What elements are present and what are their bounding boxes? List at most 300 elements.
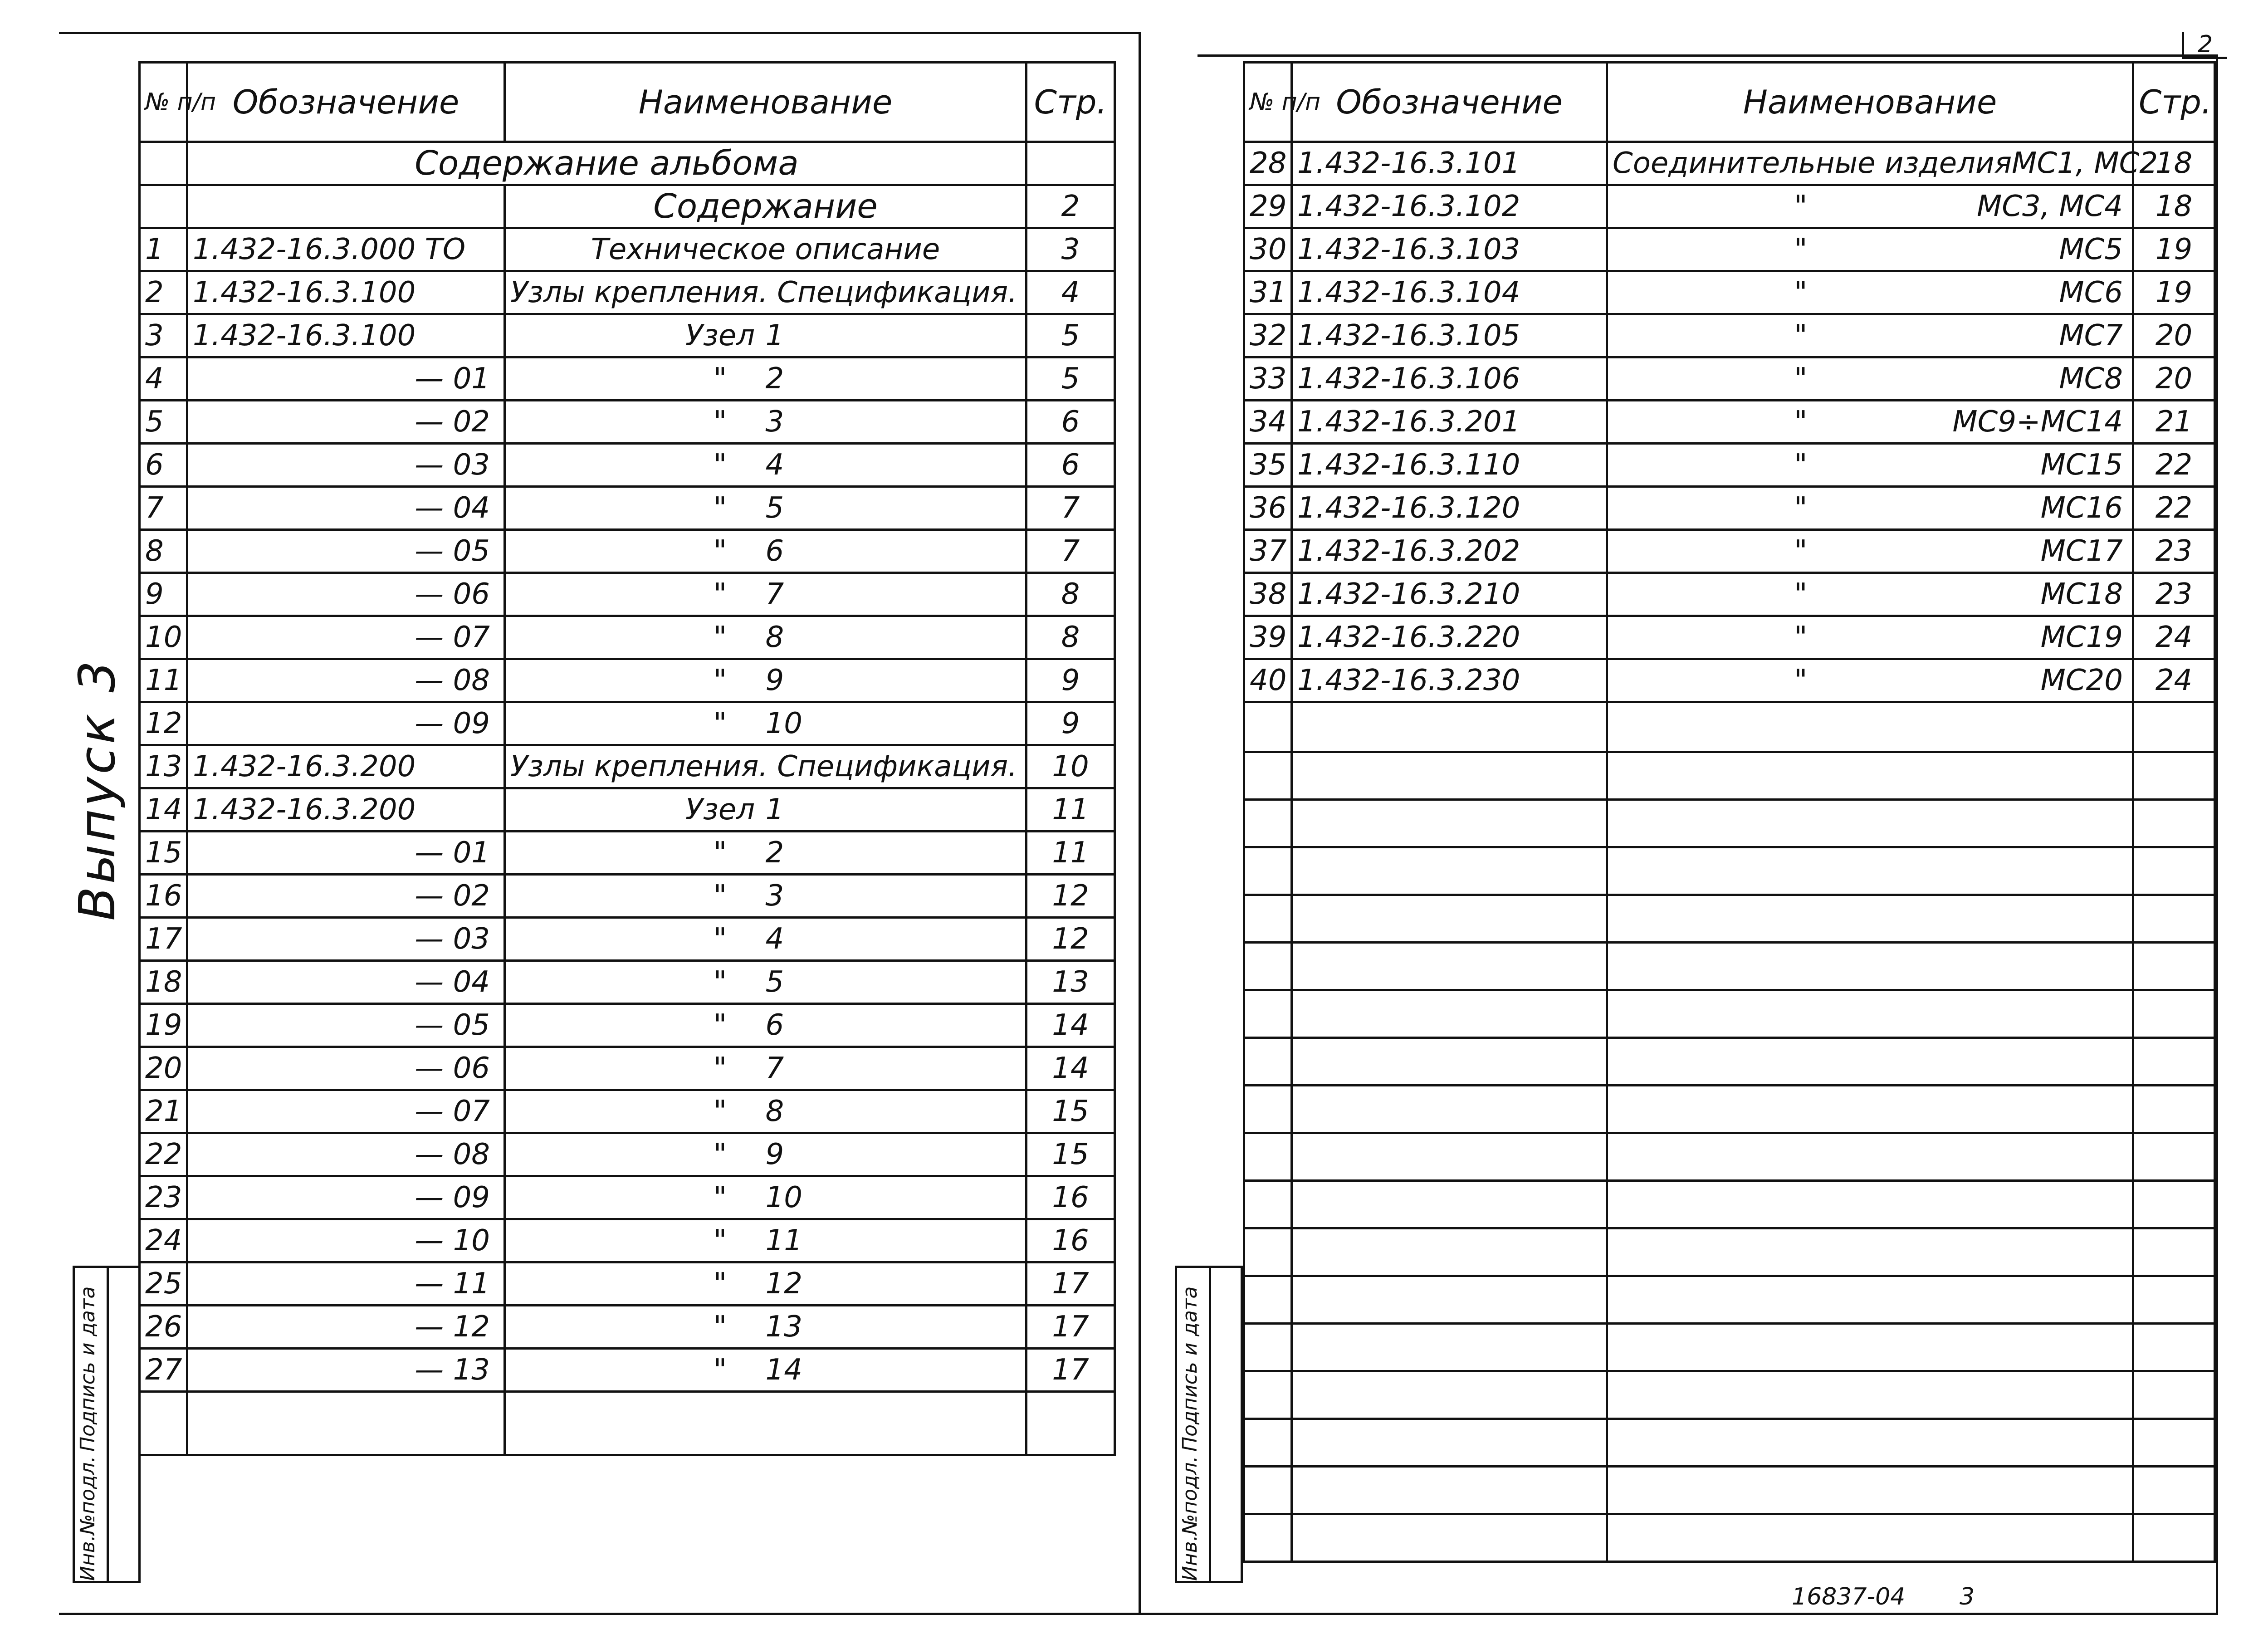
table-row <box>1244 228 2215 271</box>
table-row <box>1244 616 2215 659</box>
table-row <box>1244 185 2215 228</box>
row-page: 17 <box>1026 1349 1115 1392</box>
row-name <box>505 961 1026 1004</box>
row-mark: МС20 <box>2040 664 2123 697</box>
table-row <box>1244 401 2215 444</box>
row-unit-number: 7 <box>765 1052 784 1085</box>
sheet-divider <box>1139 32 1141 1615</box>
empty-cell <box>2133 1514 2215 1562</box>
empty-cell <box>1607 1276 2133 1324</box>
row-unit-number: 6 <box>765 1008 784 1042</box>
row-name-text: " <box>1794 534 1808 568</box>
header-page: Стр. <box>1026 63 1115 142</box>
empty-cell <box>2133 1276 2215 1324</box>
row-unit-number: 2 <box>765 362 784 396</box>
row-unit-number: 5 <box>765 965 784 999</box>
row-number: 31 <box>1244 271 1292 314</box>
table-row <box>140 702 1115 745</box>
row-number: 34 <box>1244 401 1292 444</box>
empty-cell <box>1607 943 2133 990</box>
header-name: Наименование <box>1607 63 2133 142</box>
table-row <box>140 314 1115 357</box>
empty-cell <box>1292 1371 1607 1419</box>
row-name-wrap <box>1613 577 2127 611</box>
empty-cell <box>1607 702 2133 752</box>
empty-cell <box>505 1392 1026 1455</box>
row-code: — 07 <box>187 1090 505 1133</box>
left-stamp-sign: Подпись и дата <box>76 1286 99 1452</box>
empty-cell <box>1292 752 1607 800</box>
table-row <box>1244 142 2215 185</box>
row-mark: МС9÷МС14 <box>1952 405 2123 439</box>
row-name-text: " <box>713 621 727 654</box>
row-page: 17 <box>1026 1306 1115 1349</box>
row-name-text: " <box>1794 319 1808 352</box>
row-page: 22 <box>2133 444 2215 487</box>
row-mark: МС17 <box>2040 534 2123 568</box>
empty-cell <box>2133 1371 2215 1419</box>
row-name-wrap <box>1613 362 2127 396</box>
row-number: 1 <box>140 228 187 271</box>
row-code: — 12 <box>187 1306 505 1349</box>
row-number: 35 <box>1244 444 1292 487</box>
row-page: 23 <box>2133 530 2215 573</box>
row-name-text: " <box>713 1008 727 1042</box>
row-number: 17 <box>140 918 187 961</box>
row-name <box>1607 357 2133 401</box>
table-row <box>140 832 1115 875</box>
row-number: 7 <box>140 487 187 530</box>
row-name-text: " <box>713 362 727 396</box>
row-number: 28 <box>1244 142 1292 185</box>
empty-cell <box>1607 1419 2133 1467</box>
table-row <box>140 1306 1115 1349</box>
row-page: 24 <box>2133 659 2215 702</box>
empty-cell <box>1244 895 1292 943</box>
table-row <box>140 271 1115 314</box>
row-number: 26 <box>140 1306 187 1349</box>
row-code: — 08 <box>187 659 505 702</box>
row-number: 40 <box>1244 659 1292 702</box>
row-page: 9 <box>1026 659 1115 702</box>
row-unit-number: 7 <box>765 577 784 611</box>
row-page: 19 <box>2133 228 2215 271</box>
row-name <box>505 875 1026 918</box>
row-unit-number: 10 <box>765 1181 802 1214</box>
row-name-text: " <box>713 534 727 568</box>
empty-cell <box>1244 847 1292 895</box>
empty-cell <box>1607 752 2133 800</box>
row-number: 11 <box>140 659 187 702</box>
header-num: № п/п <box>1244 63 1292 142</box>
top-border-right <box>1198 54 2218 57</box>
empty-cell <box>2133 800 2215 847</box>
row-number: 27 <box>140 1349 187 1392</box>
row-number: 2 <box>140 271 187 314</box>
row-page: 17 <box>1026 1262 1115 1306</box>
empty-cell <box>1292 1324 1607 1371</box>
row-page: 5 <box>1026 357 1115 401</box>
empty-cell <box>1244 1038 1292 1086</box>
empty-cell <box>1244 752 1292 800</box>
row-mark: МС5 <box>2059 233 2123 266</box>
empty-cell <box>1292 1276 1607 1324</box>
row-name <box>1607 659 2133 702</box>
row-unit-number: 13 <box>765 1310 802 1344</box>
empty-cell <box>1607 1467 2133 1514</box>
table-row <box>140 530 1115 573</box>
empty-cell <box>2133 1086 2215 1133</box>
table-row <box>140 1262 1115 1306</box>
empty-row <box>1244 702 2215 752</box>
row-name-text: " <box>713 664 727 697</box>
row-page: 11 <box>1026 788 1115 832</box>
row-page: 14 <box>1026 1004 1115 1047</box>
row-name <box>505 1262 1026 1306</box>
row-name-text: " <box>1794 448 1808 482</box>
empty-cell <box>1244 800 1292 847</box>
row-name-wrap <box>1613 235 2127 264</box>
empty-cell <box>1292 1133 1607 1181</box>
empty-cell <box>1292 1228 1607 1276</box>
row-name <box>1607 314 2133 357</box>
table-row <box>140 1004 1115 1047</box>
row-number: 6 <box>140 444 187 487</box>
row-code: — 08 <box>187 1133 505 1176</box>
row-number: 30 <box>1244 228 1292 271</box>
row-mark: МС18 <box>2040 577 2123 611</box>
table-row <box>140 401 1115 444</box>
row-unit-number: 10 <box>765 707 802 740</box>
row-unit-number: 4 <box>765 448 784 482</box>
row-name <box>505 1047 1026 1090</box>
empty-row <box>1244 847 2215 895</box>
row-code: 1.432-16.3.105 <box>1292 314 1607 357</box>
row-name-text: " <box>713 448 727 482</box>
empty-cell <box>1292 1514 1607 1562</box>
empty-cell <box>1607 990 2133 1038</box>
top-border-left <box>59 32 1139 34</box>
row-unit-number: 4 <box>765 922 784 956</box>
row-code: 1.432-16.3.210 <box>1292 573 1607 616</box>
row-number: 33 <box>1244 357 1292 401</box>
row-name <box>505 788 1026 832</box>
empty-cell <box>2133 895 2215 943</box>
row-number: 21 <box>140 1090 187 1133</box>
empty-cell <box>2133 1419 2215 1467</box>
table-row <box>140 659 1115 702</box>
empty-cell <box>1244 1133 1292 1181</box>
header-code: Обозначение <box>1292 63 1607 142</box>
row-code: 1.432-16.3.106 <box>1292 357 1607 401</box>
table-row <box>140 1090 1115 1133</box>
empty-row <box>1244 1324 2215 1371</box>
table-row <box>140 961 1115 1004</box>
empty-cell <box>1607 1228 2133 1276</box>
table-row <box>140 444 1115 487</box>
empty-cell <box>1292 990 1607 1038</box>
row-name-text: Узел <box>685 319 755 352</box>
row-code: — 13 <box>187 1349 505 1392</box>
empty-row <box>1244 1181 2215 1228</box>
row-page: 6 <box>1026 444 1115 487</box>
row-page: 24 <box>2133 616 2215 659</box>
row-page: 22 <box>2133 487 2215 530</box>
row-code: 1.432-16.3.101 <box>1292 142 1607 185</box>
empty-row <box>1244 943 2215 990</box>
empty-cell <box>2133 752 2215 800</box>
row-page: 19 <box>2133 271 2215 314</box>
table-row <box>1244 271 2215 314</box>
row-number: 16 <box>140 875 187 918</box>
row-name-text: " <box>713 836 727 870</box>
row-code: — 03 <box>187 444 505 487</box>
table-row <box>140 573 1115 616</box>
empty-cell <box>1292 800 1607 847</box>
row-number: 19 <box>140 1004 187 1047</box>
table-row <box>140 1219 1115 1262</box>
left-header-row <box>140 63 1115 142</box>
row-unit-number: 11 <box>765 1224 802 1257</box>
row-page: 6 <box>1026 401 1115 444</box>
row-code: — 03 <box>187 918 505 961</box>
row-page: 21 <box>2133 401 2215 444</box>
row-name-text: " <box>713 879 727 913</box>
row-number: 20 <box>140 1047 187 1090</box>
row-code: 1.432-16.3.201 <box>1292 401 1607 444</box>
row-name-text: " <box>713 577 727 611</box>
table-row <box>1244 444 2215 487</box>
row-code: 1.432-16.3.230 <box>1292 659 1607 702</box>
row-number: 5 <box>140 401 187 444</box>
right-frame-line <box>2216 54 2218 1615</box>
row-code: — 02 <box>187 401 505 444</box>
empty-cell <box>1607 1038 2133 1086</box>
row-number: 36 <box>1244 487 1292 530</box>
row-mark: МС19 <box>2040 621 2123 654</box>
row-unit-number: 9 <box>765 664 784 697</box>
row-name-text: " <box>713 965 727 999</box>
row-name-wrap <box>1613 192 2127 221</box>
empty-row <box>1244 1467 2215 1514</box>
empty-cell <box>1607 1371 2133 1419</box>
table-row <box>140 745 1115 788</box>
row-name-text: " <box>1794 621 1808 654</box>
row-name-text: " <box>713 1310 727 1344</box>
header-name: Наименование <box>505 63 1026 142</box>
empty-row <box>1244 1371 2215 1419</box>
empty-cell <box>1292 1086 1607 1133</box>
row-name-text: " <box>1794 405 1808 439</box>
table-row <box>1244 530 2215 573</box>
row-name-text: " <box>713 707 727 740</box>
row-name <box>505 832 1026 875</box>
empty-row <box>1244 1038 2215 1086</box>
row-name <box>1607 271 2133 314</box>
empty-cell <box>1292 702 1607 752</box>
row-page: 8 <box>1026 616 1115 659</box>
album-title: Содержание альбома <box>187 142 1026 185</box>
row-code: 1.432-16.3.120 <box>1292 487 1607 530</box>
row-number: 22 <box>140 1133 187 1176</box>
row-name-text: " <box>713 405 727 439</box>
row-name-text: " <box>1794 577 1808 611</box>
row-number: 3 <box>140 314 187 357</box>
row-number: 25 <box>140 1262 187 1306</box>
row-page: 12 <box>1026 875 1115 918</box>
row-code: — 06 <box>187 1047 505 1090</box>
row-number: 13 <box>140 745 187 788</box>
sheet-number-box <box>2182 32 2227 59</box>
row-name-wrap <box>1613 623 2127 652</box>
row-name <box>1607 142 2158 185</box>
row-name <box>1607 401 2133 444</box>
empty-cell <box>1244 943 1292 990</box>
left-stamp-divider <box>107 1266 109 1583</box>
row-page: 18 <box>2133 142 2215 185</box>
empty-cell <box>1292 847 1607 895</box>
empty-row <box>1244 752 2215 800</box>
row-page: 18 <box>2133 185 2215 228</box>
row-unit-number: 3 <box>765 405 784 439</box>
row-page: 7 <box>1026 487 1115 530</box>
row-number: 12 <box>140 702 187 745</box>
row-name-text: " <box>1794 664 1808 697</box>
empty-cell <box>2133 990 2215 1038</box>
table-row <box>140 228 1115 271</box>
contents-label: Содержание <box>505 185 1026 228</box>
row-name-text: " <box>713 1267 727 1301</box>
left-contents-table <box>138 61 1116 1456</box>
row-name-text: " <box>713 1181 727 1214</box>
contents-row <box>140 185 1115 228</box>
row-name <box>505 1133 1026 1176</box>
table-row <box>140 1047 1115 1090</box>
row-page: 15 <box>1026 1133 1115 1176</box>
row-mark: МС7 <box>2059 319 2123 352</box>
empty-cell <box>1244 1371 1292 1419</box>
row-name-wrap <box>1613 278 2127 307</box>
row-code: 1.432-16.3.202 <box>1292 530 1607 573</box>
empty-row <box>1244 1419 2215 1467</box>
row-unit-number: 1 <box>765 793 784 827</box>
empty-cell <box>1244 1514 1292 1562</box>
row-name-text: " <box>713 1052 727 1085</box>
table-row <box>140 875 1115 918</box>
row-code: 1.432-16.3.100 <box>187 271 505 314</box>
row-name <box>505 1176 1026 1219</box>
row-name-text: " <box>713 1095 727 1128</box>
empty-cell <box>2133 1228 2215 1276</box>
header-num: № п/п <box>140 63 187 142</box>
row-name: Техническое описание <box>505 228 1026 271</box>
left-stamp-inv: Инв.№подл. <box>76 1456 99 1581</box>
row-code: 1.432-16.3.220 <box>1292 616 1607 659</box>
row-code: — 04 <box>187 961 505 1004</box>
right-stamp-inv: Инв.№подл. <box>1178 1456 1202 1581</box>
empty-row <box>1244 1514 2215 1562</box>
right-header-row <box>1244 63 2215 142</box>
empty-cell <box>1607 1133 2133 1181</box>
table-row <box>140 357 1115 401</box>
row-name: Узлы крепления. Спецификация. <box>505 745 1026 788</box>
row-code: — 01 <box>187 357 505 401</box>
empty-cell <box>1244 1181 1292 1228</box>
row-code: — 07 <box>187 616 505 659</box>
header-page: Стр. <box>2133 63 2215 142</box>
empty-cell <box>1244 1324 1292 1371</box>
row-name <box>505 1306 1026 1349</box>
empty-row <box>1244 1086 2215 1133</box>
empty-cell <box>2133 1038 2215 1086</box>
table-row <box>1244 659 2215 702</box>
row-name <box>505 1349 1026 1392</box>
row-name-text: Узел <box>685 793 755 827</box>
row-code: — 06 <box>187 573 505 616</box>
row-mark: МС1, МС2 <box>2012 147 2158 180</box>
row-name-wrap <box>1613 666 2127 695</box>
empty-cell <box>1244 1419 1292 1467</box>
row-number: 29 <box>1244 185 1292 228</box>
empty-cell <box>1607 1181 2133 1228</box>
row-code: 1.432-16.3.200 <box>187 788 505 832</box>
row-number: 23 <box>140 1176 187 1219</box>
row-page: 20 <box>2133 357 2215 401</box>
row-code: 1.432-16.3.104 <box>1292 271 1607 314</box>
row-name-text: " <box>713 1224 727 1257</box>
right-stamp-divider <box>1209 1266 1211 1583</box>
empty-row <box>1244 1276 2215 1324</box>
row-unit-number: 2 <box>765 836 784 870</box>
row-number: 4 <box>140 357 187 401</box>
table-row <box>140 487 1115 530</box>
row-unit-number: 9 <box>765 1138 784 1171</box>
row-name <box>505 401 1026 444</box>
empty-cell <box>187 1392 505 1455</box>
empty-cell <box>1607 847 2133 895</box>
empty-cell <box>140 1392 187 1455</box>
row-name-text: " <box>713 491 727 525</box>
table-row <box>140 1349 1115 1392</box>
empty-row <box>1244 1133 2215 1181</box>
row-page: 10 <box>1026 745 1115 788</box>
row-unit-number: 14 <box>765 1353 802 1387</box>
row-page: 16 <box>1026 1176 1115 1219</box>
row-unit-number: 5 <box>765 491 784 525</box>
row-name-wrap <box>1613 534 2127 568</box>
row-name-wrap <box>1613 448 2127 482</box>
row-mark: МС3, МС4 <box>1977 190 2123 223</box>
table-row <box>140 1176 1115 1219</box>
row-name <box>505 659 1026 702</box>
album-title-row <box>140 142 1115 185</box>
row-name <box>505 1004 1026 1047</box>
table-row <box>140 788 1115 832</box>
row-name <box>1607 185 2133 228</box>
contents-page: 2 <box>1026 185 1115 228</box>
row-name <box>1607 444 2133 487</box>
row-name-text: " <box>1794 276 1808 309</box>
empty-row <box>1244 990 2215 1038</box>
empty-cell <box>1244 702 1292 752</box>
right-stamp-sign: Подпись и дата <box>1178 1286 1202 1452</box>
row-name-text: " <box>1794 233 1808 266</box>
right-contents-table <box>1243 61 2216 1563</box>
side-label: Выпуск 3 <box>68 658 126 921</box>
row-number: 37 <box>1244 530 1292 573</box>
table-row <box>140 616 1115 659</box>
row-name <box>1607 487 2133 530</box>
